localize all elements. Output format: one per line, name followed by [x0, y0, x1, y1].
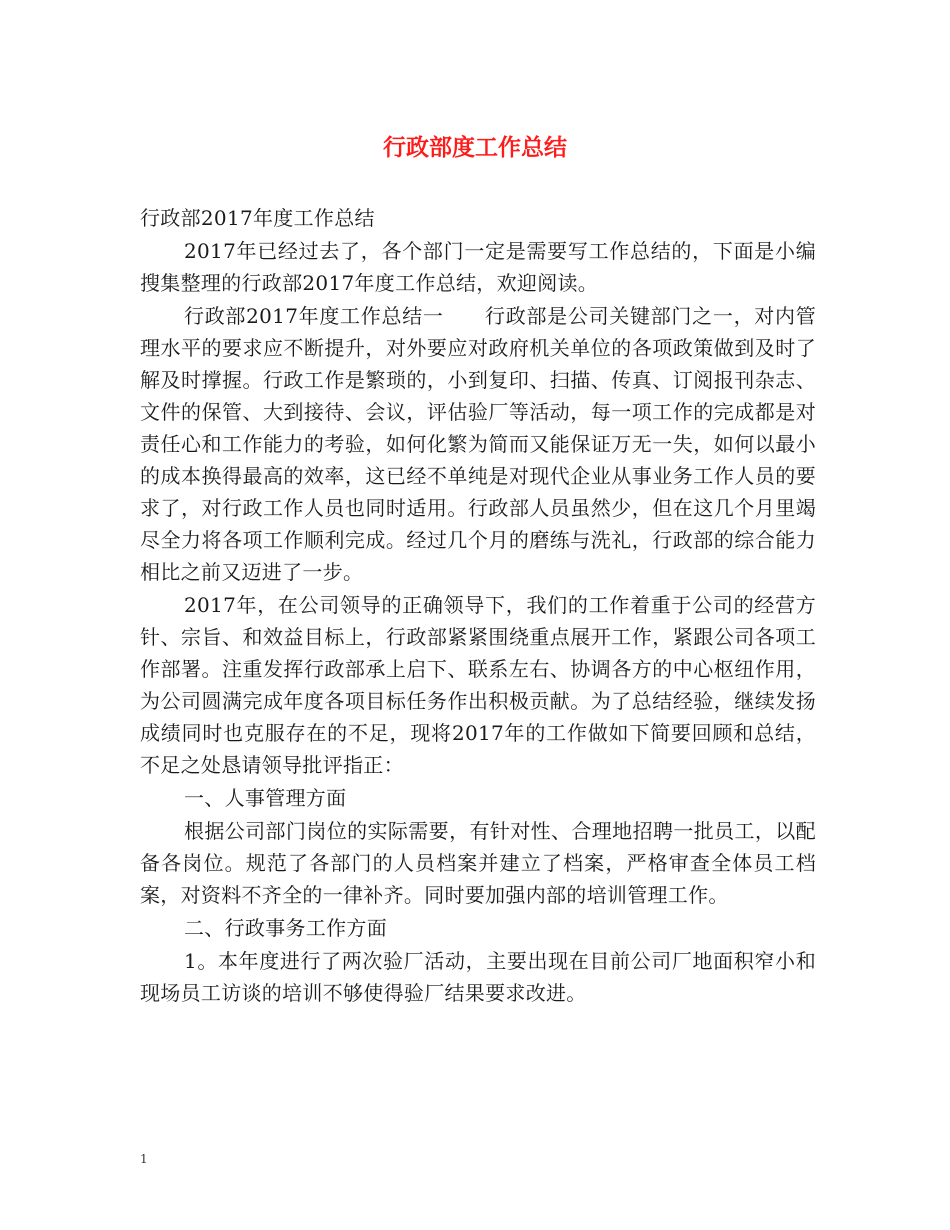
paragraph-overview: 2017年，在公司领导的正确领导下，我们的工作着重于公司的经营方针、宗旨、和效益目标上，行政部紧紧围绕重点展开工作，紧跟公司各项工作部署。注重发挥行政部承上启下、联系左右、协调各方的中心枢纽作用，为公司圆满完成年度各项目标任务作出积极贡献。为了总结经验，继续发扬成绩同时也克服存在的不足，现将2017年的工作做如下简要回顾和总结，不足之处恳请领导批评指正： — [140, 593, 816, 777]
page-number: 1 — [140, 1152, 148, 1166]
paragraph-summary-one: 行政部2017年度工作总结一 行政部是公司关键部门之一，对内管理水平的要求应不断提升，对外要应对政府机关单位的各项政策做到及时了解及时撑握。行政工作是繁琐的，小到复印、扫描、传真、订阅报刊杂志、文件的保管、大到接待、会议，评估验厂等活动，每一项工作的完成都是对责任心和工作能力的考验，如何化繁为简而又能保证万无一失，如何以最小的成本换得最高的效率，这已经不单纯是对现代企业从事业务工作人员的要求了，对行政工作人员也同时适用。行政部人员虽然少，但在这几个月里竭尽全力将各项工作顺利完成。经过几个月的磨练与洗礼，行政部的综合能力相比之前又迈进了一步。 — [140, 304, 816, 584]
paragraph-admin-affairs-item-1: 1。本年度进行了两次验厂活动，主要出现在目前公司厂地面积窄小和现场员工访谈的培训不够使得验厂结果要求改进。 — [140, 949, 816, 1005]
section-heading-admin-affairs: 二、行政事务工作方面 — [184, 916, 387, 940]
document-body — [140, 202, 816, 1010]
paragraph-heading: 行政部2017年度工作总结 — [140, 206, 375, 230]
paragraph-intro: 2017年已经过去了，各个部门一定是需要写工作总结的，下面是小编搜集整理的行政部2017年度工作总结，欢迎阅读。 — [140, 239, 816, 295]
document-title: 行政部度工作总结 — [383, 135, 567, 161]
paragraph-personnel: 根据公司部门岗位的实际需要，有针对性、合理地招聘一批员工，以配备各岗位。规范了各部门的人员档案并建立了档案，严格审查全体员工档案，对资料不齐全的一律补齐。同时要加强内部的培训管理工作。 — [140, 819, 816, 907]
section-heading-personnel: 一、人事管理方面 — [184, 786, 347, 810]
